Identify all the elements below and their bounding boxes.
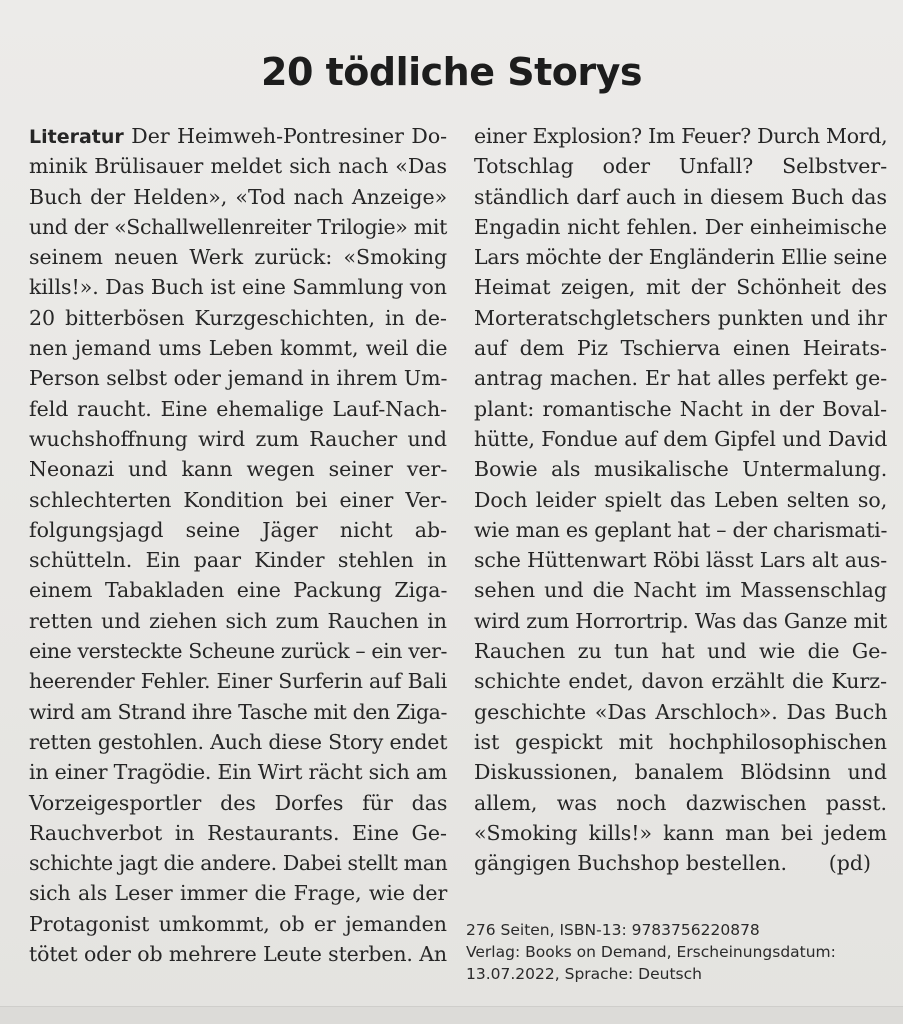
text-line: schlechterten Kondition bei einer Ver-: [29, 487, 448, 512]
text-line: einem Tabakladen eine Packung Ziga-: [29, 578, 448, 603]
page-fold-edge: [0, 1006, 903, 1024]
text-line: seinem neuen Werk zurück: «Smoking: [29, 245, 448, 270]
text-line: allem, was noch dazwischen passt.: [474, 790, 887, 815]
article-first-line-text: Der Heimweh-Pontresiner Do-: [131, 124, 448, 148]
text-line: wie man es geplant hat – der charismati-: [474, 517, 888, 542]
article-first-line: [29, 121, 447, 151]
text-line: «Smoking kills!» kann man bei jedem: [474, 820, 887, 845]
text-line: folgungsjagd seine Jäger nicht ab-: [29, 517, 447, 542]
text-line: Person selbst oder jemand in ihrem Um-: [29, 366, 448, 391]
text-line: wird am Strand ihre Tasche mit den Ziga-: [29, 699, 448, 724]
text-line: wird zum Horrortrip. Was das Ganze mit: [474, 608, 887, 633]
text-line: Bowie als musikalische Untermalung.: [474, 457, 888, 482]
text-line: Doch leider spielt das Leben selten so,: [474, 487, 888, 512]
text-line: heerender Fehler. Einer Surferin auf Bali: [29, 669, 447, 694]
text-line: nen jemand ums Leben kommt, weil die: [29, 336, 448, 361]
text-line: 20 bitterbösen Kurzgeschichten, in de-: [29, 305, 447, 330]
text-line: Engadin nicht fehlen. Der einheimische: [474, 214, 887, 239]
article-kicker: Literatur: [29, 126, 124, 148]
article-column-right: [474, 121, 887, 878]
text-line: antrag machen. Er hat alles perfekt ge-: [474, 366, 888, 391]
text-line: retten gestohlen. Auch diese Story endet: [29, 729, 448, 754]
text-line: geschichte «Das Arschloch». Das Buch: [474, 699, 888, 724]
text-line: sich als Leser immer die Frage, wie der: [29, 881, 448, 906]
text-line: kills!». Das Buch ist eine Sammlung von: [29, 275, 447, 300]
text-line: sehen und die Nacht im Massenschlag: [474, 578, 887, 603]
text-line: ständlich darf auch in diesem Buch das: [474, 184, 887, 209]
book-info-line: 13.07.2022, Sprache: Deutsch: [466, 965, 702, 983]
text-line: tötet oder ob mehrere Leute sterben. An: [29, 942, 447, 967]
text-line: in einer Tragödie. Ein Wirt rächt sich am: [29, 760, 448, 785]
text-line: Diskussionen, banalem Blödsinn und: [474, 760, 887, 785]
text-line: minik Brülisauer meldet sich nach «Das: [29, 154, 448, 179]
text-line: Lars möchte der Engländerin Ellie seine: [474, 245, 888, 270]
text-line: und der «Schallwellenreiter Trilogie» mit: [29, 214, 447, 239]
text-line: sche Hüttenwart Röbi lässt Lars alt aus-: [474, 548, 887, 573]
text-line: feld raucht. Eine ehemalige Lauf-Nach-: [29, 396, 448, 421]
text-line: Neonazi und kann wegen seiner ver-: [29, 457, 448, 482]
text-line: Heimat zeigen, mit der Schönheit des: [474, 275, 887, 300]
book-info: [466, 919, 886, 985]
text-line: eine versteckte Scheune zurück – ein ver-: [29, 639, 447, 664]
text-line: Protagonist umkommt, ob er jemanden: [29, 911, 447, 936]
text-line: retten und ziehen sich zum Rauchen in: [29, 608, 447, 633]
article-title: 20 tödliche Storys: [261, 50, 642, 94]
text-line: schichte endet, davon erzählt die Kurz-: [474, 669, 887, 694]
author-signature: (pd): [828, 851, 871, 876]
article-last-line-text: gängigen Buchshop bestellen.: [474, 851, 787, 876]
article-column-left: [29, 121, 447, 969]
text-line: auf dem Piz Tschierva einen Heirats-: [474, 336, 887, 361]
article-last-line: [474, 848, 887, 878]
text-line: Rauchverbot in Restaurants. Eine Ge-: [29, 820, 447, 845]
text-line: wuchshoffnung wird zum Raucher und: [29, 426, 447, 451]
text-line: Buch der Helden», «Tod nach Anzeige»: [29, 184, 448, 209]
text-line: hütte, Fondue auf dem Gipfel und David: [474, 426, 888, 451]
text-line: einer Explosion? Im Feuer? Durch Mord,: [474, 124, 888, 148]
text-line: schütteln. Ein paar Kinder stehlen in: [29, 548, 447, 573]
text-line: ist gespickt mit hochphilosophischen: [474, 729, 887, 754]
text-line: Rauchen zu tun hat und wie die Ge-: [474, 639, 888, 664]
text-line: schichte jagt die andere. Dabei stellt man: [29, 851, 448, 876]
text-line: plant: romantische Nacht in der Boval-: [474, 396, 887, 421]
book-info-line: 276 Seiten, ISBN-13: 9783756220878: [466, 921, 760, 939]
text-line: Totschlag oder Unfall? Selbstver-: [474, 154, 888, 179]
book-info-line: Verlag: Books on Demand, Erscheinungsdatum:: [466, 943, 836, 961]
text-line: Morteratschgletschers punkten und ihr: [474, 305, 887, 330]
text-line: Vorzeigesportler des Dorfes für das: [29, 790, 448, 815]
